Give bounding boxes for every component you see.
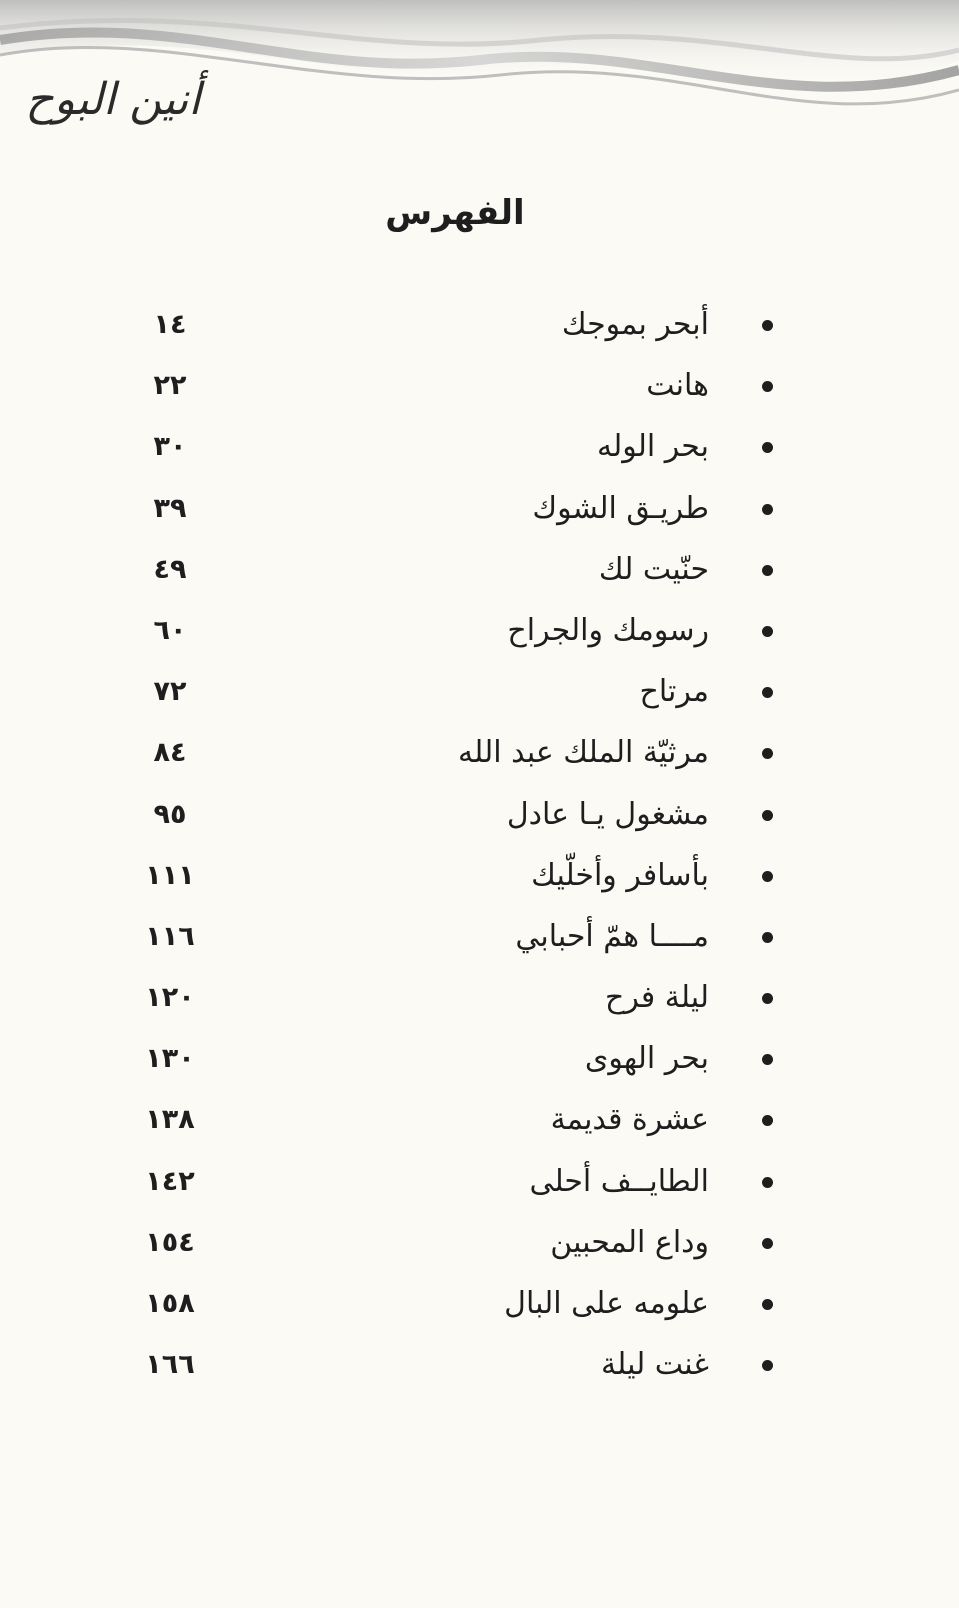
toc-entry (0, 1160, 959, 1221)
toc-entry (0, 425, 959, 486)
toc-entry-page-number: ١٤ (153, 309, 187, 340)
bullet-icon (762, 1238, 773, 1249)
toc-entry-page-number: ١٣٠ (145, 1043, 195, 1075)
toc-entry (0, 670, 959, 731)
toc-entry-page-number: ٢٢ (153, 370, 187, 402)
bullet-icon (762, 871, 773, 882)
toc-entry (0, 1221, 959, 1282)
toc-entry-page-number: ١١١ (145, 859, 195, 891)
toc-entry (0, 1098, 959, 1159)
toc-entry (0, 1343, 959, 1404)
toc-entry-page-number: ٩٥ (153, 798, 187, 830)
toc-entry-title: بحر الوله (596, 429, 709, 465)
toc-entry-title: علومه على البال (504, 1286, 709, 1321)
toc-entry-title: رسومك والجراح (507, 612, 709, 648)
toc-entry-page-number: ٦٠ (153, 614, 187, 646)
toc-entry (0, 915, 959, 976)
toc-entry (0, 793, 959, 854)
toc-entry (0, 976, 959, 1037)
toc-entry-title: مشغول يـا عادل (506, 796, 709, 832)
bullet-icon (762, 442, 773, 453)
bullet-icon (762, 993, 773, 1004)
toc-entry-title: وداع المحبين (550, 1224, 709, 1260)
toc-entry-title: أبحر بموجك (561, 307, 709, 342)
toc-entry-page-number: ٣٩ (153, 492, 187, 524)
toc-entry (0, 731, 959, 792)
toc-entry-page-number: ١٤٢ (145, 1165, 195, 1197)
toc-entry-page-number: ٨٤ (153, 737, 187, 769)
toc-entry (0, 609, 959, 670)
book-title: أنين البوح (25, 74, 201, 125)
toc-entry-title: ليلة فرح (604, 980, 709, 1016)
bullet-icon (762, 626, 773, 637)
toc-entry-page-number: ٧٢ (153, 676, 187, 708)
bullet-icon (762, 1360, 773, 1371)
bullet-icon (762, 320, 773, 331)
toc-entry (0, 1037, 959, 1098)
bullet-icon (762, 748, 773, 759)
toc-entry-title: مرثيّة الملك عبد الله (458, 735, 709, 771)
toc-entry (0, 303, 959, 364)
bullet-icon (762, 1054, 773, 1065)
toc-entry-title: هانت (646, 368, 709, 404)
bullet-icon (762, 1115, 773, 1126)
toc-entry (0, 364, 959, 425)
bullet-icon (762, 1299, 773, 1310)
toc-entry-page-number: ١١٦ (145, 920, 195, 952)
toc-entry-title: بأسافر وأخلّيك (531, 857, 709, 893)
toc-list (0, 303, 959, 1404)
toc-entry-page-number: ١٥٤ (145, 1226, 195, 1258)
bullet-icon (762, 504, 773, 515)
bullet-icon (762, 381, 773, 392)
toc-entry-title: مرتاح (639, 674, 709, 710)
bullet-icon (762, 810, 773, 821)
bullet-icon (762, 565, 773, 576)
toc-entry-title: حنّيت لك (598, 551, 709, 587)
toc-entry-title: بحر الهوى (584, 1041, 709, 1077)
toc-entry-title: الطايــف أحلى (529, 1163, 709, 1199)
toc-entry (0, 1282, 959, 1343)
toc-entry-page-number: ١٥٨ (145, 1288, 195, 1319)
bullet-icon (762, 1177, 773, 1188)
toc-entry (0, 487, 959, 548)
toc-entry-page-number: ١٦٦ (145, 1349, 195, 1381)
toc-heading: الفهرس (385, 193, 525, 233)
bullet-icon (762, 687, 773, 698)
toc-entry-page-number: ١٣٨ (145, 1104, 195, 1136)
toc-entry-title: مــــا همّ أحبابي (515, 918, 709, 954)
toc-entry-title: عشرة قديمة (550, 1102, 709, 1138)
toc-entry-title: طريـق الشوك (532, 490, 709, 526)
toc-entry (0, 854, 959, 915)
toc-entry-page-number: ١٢٠ (145, 982, 195, 1014)
toc-entry-page-number: ٣٠ (153, 431, 187, 463)
toc-entry (0, 548, 959, 609)
toc-entry-page-number: ٤٩ (153, 553, 187, 585)
bullet-icon (762, 932, 773, 943)
toc-entry-title: غنت ليلة (601, 1347, 709, 1383)
